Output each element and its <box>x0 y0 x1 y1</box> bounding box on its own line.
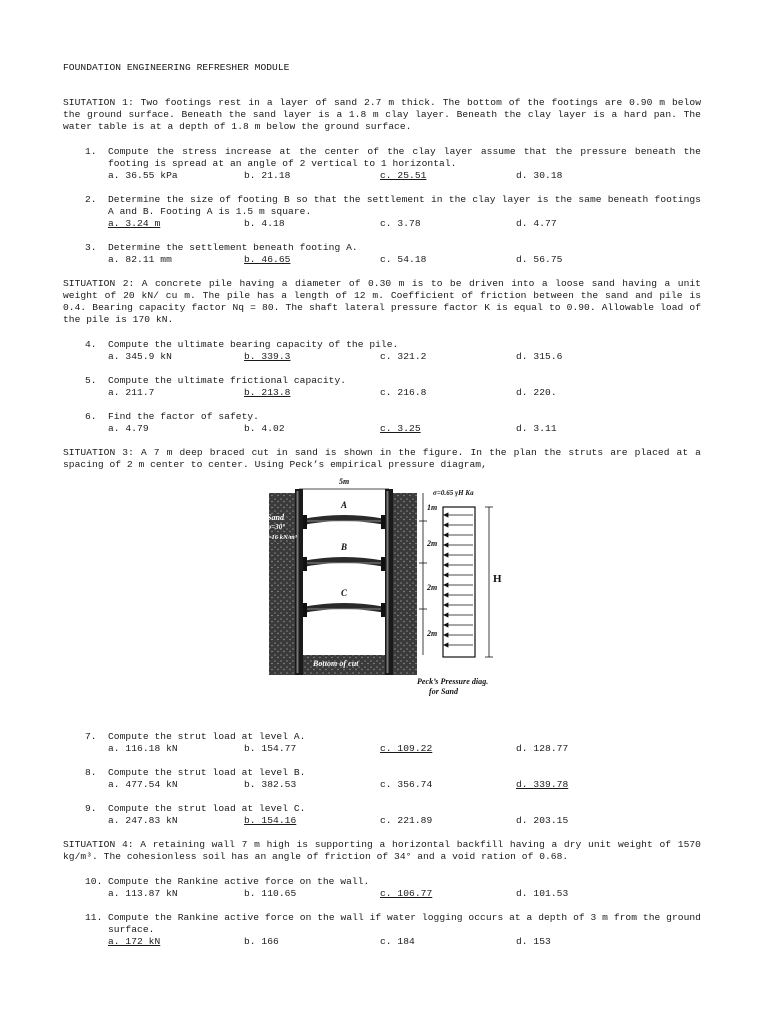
choice-a-answer: a. 172 kN <box>108 936 161 947</box>
choice-a: a. 247.83 kN <box>108 815 178 826</box>
sheet-pile-right <box>385 489 393 675</box>
choices <box>108 218 701 230</box>
caption-line-1: Peck’s Pressure diag. <box>417 677 489 686</box>
choice-d: d. 153 <box>516 936 551 947</box>
question-number: 9. <box>85 803 97 814</box>
choice-a-answer: a. 3.24 m <box>108 218 161 229</box>
choice-a: a. 211.7 <box>108 387 155 398</box>
question-number: 3. <box>85 242 97 253</box>
gamma-label: γ=16 kN/m³ <box>265 534 297 541</box>
choice-c: c. 54.18 <box>380 254 427 265</box>
question-5 <box>63 375 701 399</box>
question-2 <box>63 194 701 230</box>
question-number: 5. <box>85 375 97 386</box>
situation-2: SITUATION 2: A concrete pile having a diameter of 0.30 m is to be driven into a loose sand having a unit weight of 20 kN/ cu m. The pile has a length of 12 m. Coefficient of friction between the sand and pile is 0.4. Bearing capacity factor Nq = 80. The shaft lateral pressure factor K is equal to 0.90. Allowable load of the pile is 170 kN. <box>63 278 701 325</box>
choice-b: b. 154.77 <box>244 743 297 754</box>
sheet-pile-left <box>295 489 303 675</box>
dim-1-label: 1m <box>427 503 438 512</box>
choice-d: d. 3.11 <box>516 423 557 434</box>
question-number: 6. <box>85 411 97 422</box>
strut-a-label: A <box>341 500 348 510</box>
bottom-of-cut-label: Bottom of cut <box>313 659 359 668</box>
choices <box>108 815 701 827</box>
choice-b: b. 4.18 <box>244 218 285 229</box>
choice-d-answer: d. 339.78 <box>516 779 569 790</box>
choice-c: c. 221.89 <box>380 815 433 826</box>
question-text: Compute the Rankine active force on the wall if water logging occurs at a depth of 3 m from the ground surface. <box>108 912 701 935</box>
strut-a <box>303 515 385 529</box>
choice-c: c. 3.78 <box>380 218 421 229</box>
choice-c: c. 184 <box>380 936 415 947</box>
choice-c: c. 321.2 <box>380 351 427 362</box>
question-number: 1. <box>85 146 97 157</box>
question-text: Compute the stress increase at the center of the clay layer assume that the pressure beneath the footing is spread at an angle of 2 vertical to 1 horizontal. <box>108 146 701 169</box>
choices <box>108 423 701 435</box>
choice-a: a. 116.18 kN <box>108 743 178 754</box>
question-number: 8. <box>85 767 97 778</box>
choice-a: a. 36.55 kPa <box>108 170 178 181</box>
question-text: Find the factor of safety. <box>108 411 259 422</box>
choices <box>108 888 701 900</box>
dim-4-label: 2m <box>427 629 438 638</box>
dim-3-label: 2m <box>427 583 438 592</box>
caption-line-2: for Sand <box>429 687 459 696</box>
strut-b <box>303 557 385 571</box>
choices <box>108 170 701 182</box>
choice-d: d. 56.75 <box>516 254 563 265</box>
strut-c <box>303 603 385 617</box>
strut-c-label: C <box>341 588 348 598</box>
choice-b-answer: b. 213.8 <box>244 387 291 398</box>
choices <box>108 936 701 948</box>
choice-b: b. 166 <box>244 936 279 947</box>
choices <box>108 779 701 791</box>
choice-a: a. 113.87 kN <box>108 888 178 899</box>
choice-c: c. 356.74 <box>380 779 433 790</box>
question-text: Determine the settlement beneath footing A. <box>108 242 358 253</box>
choice-b-answer: b. 339.3 <box>244 351 291 362</box>
choice-b: b. 21.18 <box>244 170 291 181</box>
question-number: 2. <box>85 194 97 205</box>
choices <box>108 254 701 266</box>
pressure-label: σ=0.65 γH Ka <box>433 489 474 497</box>
choice-b: b. 382.53 <box>244 779 297 790</box>
choice-d: d. 30.18 <box>516 170 563 181</box>
choice-d: d. 4.77 <box>516 218 557 229</box>
question-7 <box>63 731 701 755</box>
question-11 <box>63 912 701 948</box>
question-text: Determine the size of footing B so that the settlement in the clay layer is the same beneath footings A and B. Footing A is 1.5 m square. <box>108 194 701 217</box>
question-text: Compute the strut load at level B. <box>108 767 306 778</box>
braced-cut-figure <box>265 477 507 713</box>
choice-d: d. 128.77 <box>516 743 569 754</box>
choice-c-answer: c. 106.77 <box>380 888 433 899</box>
question-6 <box>63 411 701 435</box>
module-title: FOUNDATION ENGINEERING REFRESHER MODULE <box>63 62 290 73</box>
dim-2-label: 2m <box>427 539 438 548</box>
choice-b-answer: b. 154.16 <box>244 815 297 826</box>
question-number: 7. <box>85 731 97 742</box>
question-number: 4. <box>85 339 97 350</box>
choice-a: a. 4.79 <box>108 423 149 434</box>
choice-c-answer: c. 3.25 <box>380 423 421 434</box>
choices <box>108 387 701 399</box>
question-text: Compute the Rankine active force on the wall. <box>108 876 370 887</box>
question-text: Compute the ultimate frictional capacity. <box>108 375 347 386</box>
question-text: Compute the ultimate bearing capacity of the pile. <box>108 339 399 350</box>
question-1 <box>63 146 701 182</box>
question-number: 10. <box>85 876 103 887</box>
choice-b: b. 4.02 <box>244 423 285 434</box>
choice-a: a. 82.11 mm <box>108 254 172 265</box>
module-page <box>63 62 701 960</box>
choices <box>108 351 701 363</box>
question-8 <box>63 767 701 791</box>
situation-1: SIUTATION 1: Two footings rest in a layer of sand 2.7 m thick. The bottom of the footings are 0.90 m below the ground surface. Beneath the sand layer is a 1.8 m clay layer. Beneath the clay layer is a hard pan. The water table is at a depth of 1.8 m below the ground surface. <box>63 97 701 132</box>
choice-c: c. 216.8 <box>380 387 427 398</box>
choice-b: b. 110.65 <box>244 888 297 899</box>
choice-c-answer: c. 109.22 <box>380 743 433 754</box>
choice-b-answer: b. 46.65 <box>244 254 291 265</box>
question-number: 11. <box>85 912 103 923</box>
question-text: Compute the strut load at level C. <box>108 803 306 814</box>
question-3 <box>63 242 701 266</box>
situation-4: SITUATION 4: A retaining wall 7 m high is supporting a horizontal backfill having a dry unit weight of 1570 kg/m³. The cohesionless soil has an angle of friction of 34° and a void ration of 0.68. <box>63 839 701 862</box>
choices <box>108 743 701 755</box>
question-text: Compute the strut load at level A. <box>108 731 306 742</box>
choice-c-answer: c. 25.51 <box>380 170 427 181</box>
strut-b-label: B <box>341 542 348 552</box>
question-4 <box>63 339 701 363</box>
pressure-arrows <box>444 513 473 647</box>
choice-d: d. 220. <box>516 387 557 398</box>
question-9 <box>63 803 701 827</box>
h-label: H <box>493 573 502 585</box>
choice-a: a. 477.54 kN <box>108 779 178 790</box>
phi-label: φ=30° <box>267 523 286 531</box>
choice-d: d. 203.15 <box>516 815 569 826</box>
sand-label: Sand <box>267 513 285 522</box>
soil-right <box>393 493 417 671</box>
width-label: 5m <box>339 477 350 486</box>
choice-d: d. 315.6 <box>516 351 563 362</box>
choice-a: a. 345.9 kN <box>108 351 172 362</box>
choice-d: d. 101.53 <box>516 888 569 899</box>
question-10 <box>63 876 701 900</box>
situation-3: SITUATION 3: A 7 m deep braced cut in sand is shown in the figure. In the plan the struts are placed at a spacing of 2 m center to center. Using Peck’s empirical pressure diagram, <box>63 447 701 470</box>
